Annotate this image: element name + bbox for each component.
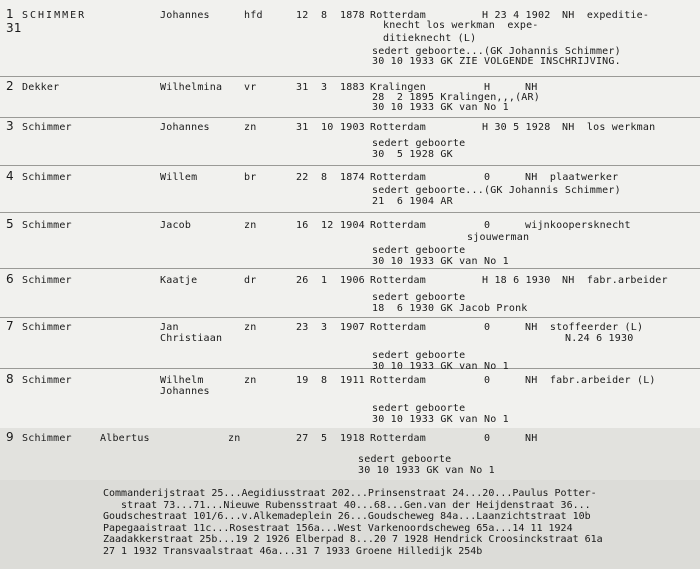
entry-number: 9 [6, 430, 14, 444]
entry-church-mark: 0 [484, 172, 491, 183]
entry-birth-day: 23 [296, 322, 309, 333]
entry-detail-line: sedert geboorte [372, 403, 466, 414]
entry-detail-line: 21 6 1904 AR [372, 196, 453, 207]
entry-birth-year: 1907 [340, 322, 365, 333]
entry-detail-line: 30 5 1928 GK [372, 149, 453, 160]
entry-first-name: Wilhelm [160, 375, 204, 386]
entry-surname: SCHIMMER [22, 10, 87, 21]
entry-detail-line: sedert geboorte [372, 245, 466, 256]
entry-birth-day: 22 [296, 172, 309, 183]
entry-detail-line: N.24 6 1930 [565, 333, 634, 344]
entry-first-name: Christiaan [160, 333, 223, 344]
entry-occupation: wijnkoopersknecht [525, 220, 631, 231]
entry-church-mark: H [484, 82, 491, 93]
entry-birth-year: 1911 [340, 375, 365, 386]
address-line: straat 73...71...Nieuwe Rubensstraat 40...68...Gen.van der Heijdenstraat 36... [103, 499, 591, 511]
entry-relation: zn [244, 220, 257, 231]
entry-detail-line: 30 10 1933 GK van No 1 [372, 361, 509, 372]
entry-birth-month: 10 [321, 122, 334, 133]
entry-birth-place: Rotterdam [370, 275, 426, 286]
entry-birth-day: 27 [296, 433, 309, 444]
entry-church-mark: 0 [484, 433, 491, 444]
entry-number: 4 [6, 169, 14, 183]
entry-birth-month: 3 [321, 322, 328, 333]
entry-detail-line: 28 2 1895 Kralingen,,,(AR) [372, 92, 540, 103]
address-line: 27 1 1932 Transvaalstraat 46a...31 7 1933 Groene Hilledijk 254b [103, 545, 483, 557]
entry-surname: Dekker [22, 82, 60, 93]
entry-birth-day: 16 [296, 220, 309, 231]
entry-surname: Schimmer [22, 322, 72, 333]
entry-detail-line: 30 10 1933 GK van No 1 [358, 465, 495, 476]
entry-birth-place: Rotterdam [370, 322, 426, 333]
entry-birth-day: 31 [296, 122, 309, 133]
entry-detail-line: sedert geboorte [372, 138, 466, 149]
entry-birth-place: Kralingen [370, 82, 426, 93]
entry-number: 7 [6, 319, 14, 333]
entry-detail-line: sjouwerman [467, 232, 530, 243]
entry-birth-year: 1904 [340, 220, 365, 231]
entry-birth-day: 26 [296, 275, 309, 286]
entry-relation: dr [244, 275, 257, 286]
entry-detail-line: sedert geboorte [358, 454, 452, 465]
entry-birth-place: Rotterdam [370, 172, 426, 183]
entry-birth-month: 5 [321, 433, 328, 444]
entry-detail-line: knecht los werkman expe- [383, 20, 539, 31]
entry-number: 5 [6, 217, 14, 231]
address-line: Zaadakkerstraat 25b...19 2 1926 Elberpad 8...20 7 1928 Hendrick Croosinckstraat 61a [103, 534, 603, 545]
entry-arrival-date: H 30 5 1928 [482, 122, 551, 133]
entry-surname: Schimmer [22, 375, 72, 386]
entry-number: 3 [6, 119, 14, 133]
address-line: Commanderijstraat 25...Aegidiusstraat 202...Prinsenstraat 24...20...Paulus Potter- [103, 488, 597, 499]
entry-surname: Schimmer [22, 275, 72, 286]
entry-birth-day: 12 [296, 10, 309, 21]
entry-detail-line: 30 10 1933 GK ZIE VOLGENDE INSCHRIJVING. [372, 56, 621, 67]
entry-church-mark: 0 [484, 322, 491, 333]
entry-relation: hfd [244, 10, 263, 21]
entry-first-name: Willem [160, 172, 198, 183]
entry-birth-year: 1918 [340, 433, 365, 444]
address-history [0, 480, 700, 569]
entry-first-name: Jacob [160, 220, 192, 231]
entry-surname: Schimmer [22, 122, 72, 133]
entry-number: 6 [6, 272, 14, 286]
entry-first-name: Johannes [160, 10, 210, 21]
entry-surname: Schimmer [22, 220, 72, 231]
address-line: Papegaaistraat 11c...Rosestraat 156a...West Varkenoordscheweg 65a...14 11 1924 [103, 522, 573, 534]
entry-relation: zn [228, 433, 241, 444]
entry-occupation: NH plaatwerker [525, 172, 619, 183]
entry-detail-line: 30 10 1933 GK van No 1 [372, 414, 509, 425]
entry-first-name: Kaatje [160, 275, 198, 286]
entry-occupation: NH stoffeerder (L) [525, 322, 644, 333]
entry-birth-month: 1 [321, 275, 328, 286]
entry-relation: zn [244, 122, 257, 133]
entry-relation: zn [244, 375, 257, 386]
entry-first-name: Wilhelmina [160, 82, 223, 93]
entry-birth-month: 3 [321, 82, 328, 93]
entry-birth-month: 8 [321, 375, 328, 386]
entry-church-mark: 0 [484, 220, 491, 231]
entry-first-name: Johannes [160, 122, 210, 133]
entry-first-name: Jan [160, 322, 179, 333]
entry-occupation: NH [525, 433, 538, 444]
entry-relation: zn [244, 322, 257, 333]
entry-occupation: NH [525, 82, 538, 93]
entry-detail-line: sedert geboorte [372, 292, 466, 303]
entry-detail-line: 30 10 1933 GK van No 1 [372, 256, 509, 267]
entry-birth-day: 19 [296, 375, 309, 386]
entry-surname: Schimmer [22, 433, 72, 444]
entry-occupation: NH fabr.arbeider [562, 275, 668, 286]
entry-birth-year: 1903 [340, 122, 365, 133]
address-line: Goudschestraat 101/6...v.Alkemadeplein 26...Goudscheweg 84a...Laanzichtstraat 10b [103, 511, 591, 522]
entry-number: 2 [6, 79, 14, 93]
entry-birth-day: 31 [296, 82, 309, 93]
entry-detail-line: 18 6 1930 GK Jacob Pronk [372, 303, 528, 314]
entry-church-mark: 0 [484, 375, 491, 386]
entry-birth-month: 12 [321, 220, 334, 231]
entry-occupation: NH fabr.arbeider (L) [525, 375, 656, 386]
entry-relation: vr [244, 82, 257, 93]
entry-surname: Schimmer [22, 172, 72, 183]
entry-birth-year: 1874 [340, 172, 365, 183]
entry-birth-year: 1883 [340, 82, 365, 93]
entry-detail-line: sedert geboorte...(GK Johannis Schimmer) [372, 185, 621, 196]
entry-arrival-date: H 18 6 1930 [482, 275, 551, 286]
entry-first-name: Albertus [100, 433, 150, 444]
entry-birth-year: 1906 [340, 275, 365, 286]
entry-detail-line: 30 10 1933 GK van No 1 [372, 102, 509, 113]
entry-detail-line: ditieknecht (L) [383, 33, 477, 44]
entry-detail-line: sedert geboorte [372, 350, 466, 361]
entry-occupation: NH los werkman [562, 122, 656, 133]
entry-margin-mark: 31 [6, 21, 22, 35]
entry-first-name: Johannes [160, 386, 210, 397]
entry-relation: br [244, 172, 257, 183]
entry-occupation: NH expeditie- [562, 10, 650, 21]
entry-birth-month: 8 [321, 172, 328, 183]
entry-number: 1 [6, 7, 14, 21]
entry-birth-place: Rotterdam [370, 10, 426, 21]
entry-birth-month: 8 [321, 10, 328, 21]
entry-detail-line: sedert geboorte...(GK Johannis Schimmer) [372, 46, 621, 57]
entry-birth-place: Rotterdam [370, 122, 426, 133]
entry-birth-place: Rotterdam [370, 220, 426, 231]
entry-birth-place: Rotterdam [370, 433, 426, 444]
entry-arrival-date: H 23 4 1902 [482, 10, 551, 21]
entry-birth-place: Rotterdam [370, 375, 426, 386]
entry-birth-year: 1878 [340, 10, 365, 21]
entry-number: 8 [6, 372, 14, 386]
